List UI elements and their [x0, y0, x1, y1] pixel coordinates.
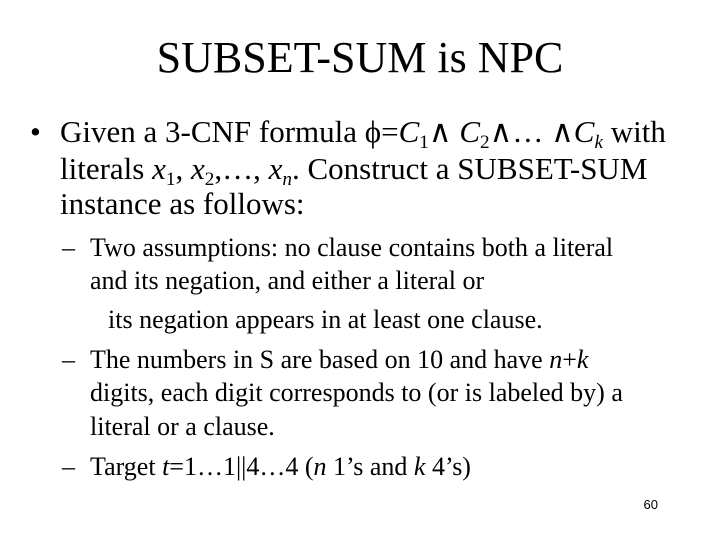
equals-sign: = [381, 114, 399, 149]
clause-c1-subscript: 1 [419, 131, 429, 153]
clause-c1: C [398, 114, 420, 149]
var-t: t [162, 452, 170, 481]
bullet-line-3: instance as follows: [60, 186, 305, 221]
literal-x1: x [152, 151, 166, 186]
dash-marker-2: – [62, 345, 75, 374]
literals-text: literals [60, 151, 153, 186]
var-k: k [576, 345, 589, 374]
dash-marker-1: – [62, 233, 75, 262]
given-text: Given a 3-CNF formula [60, 114, 365, 149]
page-number: 60 [643, 497, 658, 512]
target-line: Target t=1…1||4…4 (n 1’s and k 4’s) [90, 452, 471, 481]
bullet-line-2: literals $x_1$, $x_2,\dots$, $x_n$. Construct a SUBSET-SUM [60, 151, 648, 190]
assumptions-line-2: and its negation, and either a literal or [90, 266, 485, 295]
assumptions-line-1: Two assumptions: no clause contains both a literal [90, 233, 614, 262]
and-symbol-1: ∧ [428, 114, 452, 149]
clause-c2-subscript: 2 [480, 131, 490, 153]
numbers-line-1: The numbers in S are based on 10 and have n+k [90, 345, 589, 374]
clause-ck: C [573, 114, 595, 149]
formula-ellipsis: … [512, 114, 544, 149]
dash-marker-3: – [62, 452, 75, 481]
clause-ck-subscript: k [594, 131, 604, 153]
numbers-line-3: literal or a clause. [90, 412, 275, 441]
var-n: n [549, 345, 563, 374]
numbers-line-2: digits, each digit corresponds to (or is labeled by) a [90, 378, 623, 407]
phi-symbol: ϕ [364, 114, 382, 149]
and-symbol-2: ∧ [489, 114, 513, 149]
literal-xn: x [268, 151, 283, 186]
literal-x2: x [190, 151, 205, 186]
assumptions-line-3: its negation appears in at least one clause. [108, 305, 543, 334]
with-text: with [603, 114, 666, 149]
construct-text: . Construct a SUBSET-SUM [291, 151, 648, 186]
clause-c2: C [459, 114, 481, 149]
bullet-line-1 [60, 114, 666, 153]
target-value: =1…1||4…4 ( [169, 452, 314, 481]
and-symbol-3: ∧ [551, 114, 574, 149]
slide-title: SUBSET-SUM is NPC [156, 33, 564, 82]
bullet-marker: • [30, 114, 41, 149]
